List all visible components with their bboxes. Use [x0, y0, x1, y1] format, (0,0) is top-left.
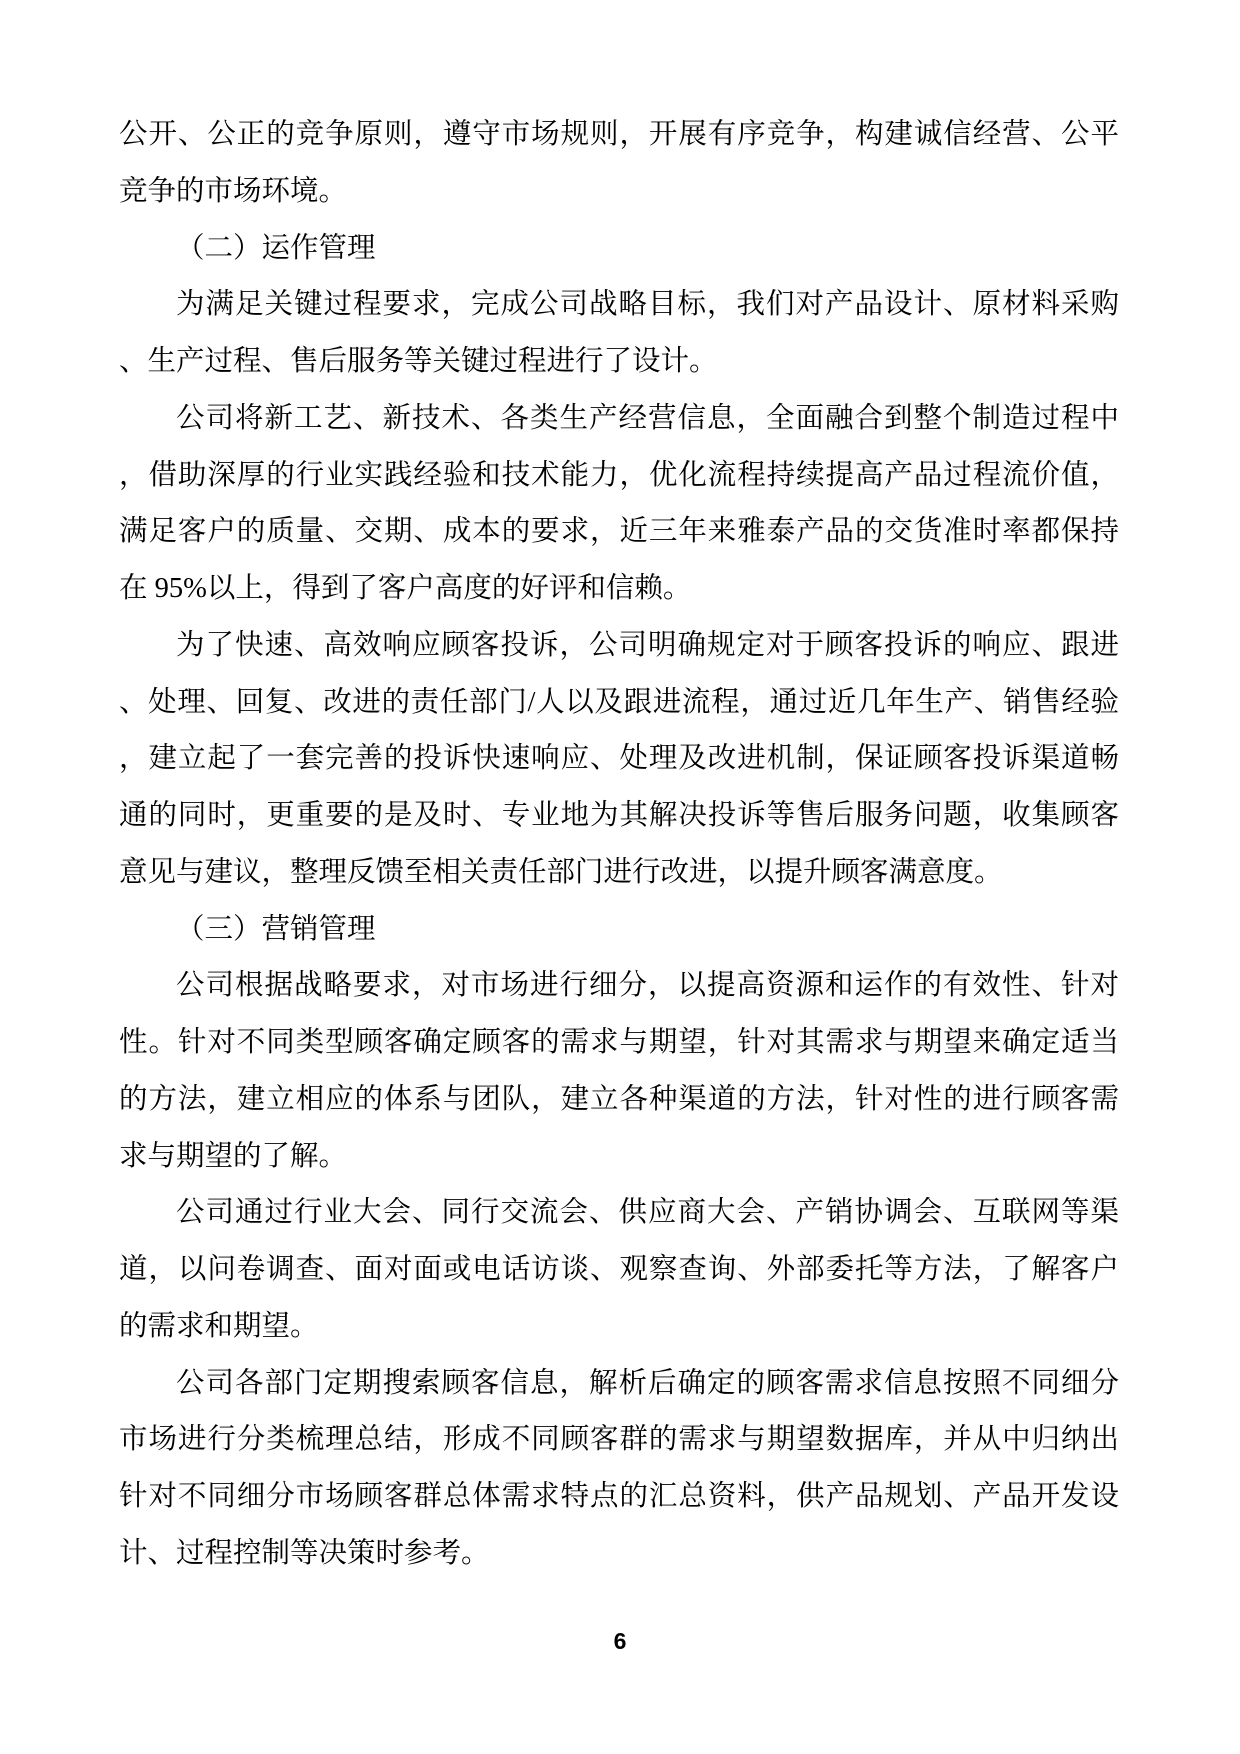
- page-number: 6: [613, 1628, 627, 1654]
- text-line: 市场进行分类梳理总结，形成不同顾客群的需求与期望数据库，并从中归纳出: [119, 1424, 1119, 1456]
- document-body: [119, 107, 1119, 1583]
- text-line: 为满足关键过程要求，完成公司战略目标，我们对产品设计、原材料采购: [176, 289, 1119, 321]
- text-line: 竞争的市场环境。: [119, 175, 348, 207]
- text-line: 意见与建议，整理反馈至相关责任部门进行改进，以提升顾客满意度。: [119, 856, 1003, 888]
- text-line: ，建立起了一套完善的投诉快速响应、处理及改进机制，保证顾客投诉渠道畅: [119, 743, 1119, 775]
- text-line: 的方法，建立相应的体系与团队，建立各种渠道的方法，针对性的进行顾客需: [119, 1083, 1119, 1115]
- text-line: 性。针对不同类型顾客确定顾客的需求与期望，针对其需求与期望来确定适当: [119, 1027, 1119, 1058]
- text-line: 求与期望的了解。: [119, 1140, 348, 1172]
- text-line: ，借助深厚的行业实践经验和技术能力，优化流程持续提高产品过程流价值，: [119, 459, 1119, 491]
- text-line: 为了快速、高效响应顾客投诉，公司明确规定对于顾客投诉的响应、跟进: [176, 629, 1119, 661]
- section-heading: （三）营销管理: [176, 913, 376, 945]
- text-line: 计、过程控制等决策时参考。: [119, 1537, 490, 1569]
- text-line: 公司根据战略要求，对市场进行细分，以提高资源和运作的有效性、针对: [176, 970, 1119, 1002]
- text-line: 在 95%以上，得到了客户高度的好评和信赖。: [119, 573, 692, 604]
- text-line: 的需求和期望。: [119, 1310, 319, 1342]
- text-line: 道，以问卷调查、面对面或电话访谈、观察查询、外部委托等方法，了解客户: [119, 1254, 1119, 1285]
- section-heading: （二）运作管理: [176, 232, 376, 264]
- text-line: 通的同时，更重要的是及时、专业地为其解决投诉等售后服务问题，收集顾客: [119, 800, 1119, 831]
- text-line: 、处理、回复、改进的责任部门/人以及跟进流程，通过近几年生产、销售经验: [119, 686, 1119, 718]
- text-line: 满足客户的质量、交期、成本的要求，近三年来雅泰产品的交货准时率都保持: [119, 516, 1119, 548]
- text-line: 公司各部门定期搜索顾客信息，解析后确定的顾客需求信息按照不同细分: [176, 1367, 1119, 1399]
- text-line: 公司通过行业大会、同行交流会、供应商大会、产销协调会、互联网等渠: [176, 1197, 1119, 1229]
- text-line: 公司将新工艺、新技术、各类生产经营信息，全面融合到整个制造过程中: [176, 402, 1119, 434]
- text-line: 公开、公正的竞争原则，遵守市场规则，开展有序竞争，构建诚信经营、公平: [119, 119, 1119, 150]
- page-footer: [0, 1630, 1240, 1654]
- text-line: 、生产过程、售后服务等关键过程进行了设计。: [119, 346, 718, 377]
- text-line: 针对不同细分市场顾客群总体需求特点的汇总资料，供产品规划、产品开发设: [119, 1481, 1119, 1512]
